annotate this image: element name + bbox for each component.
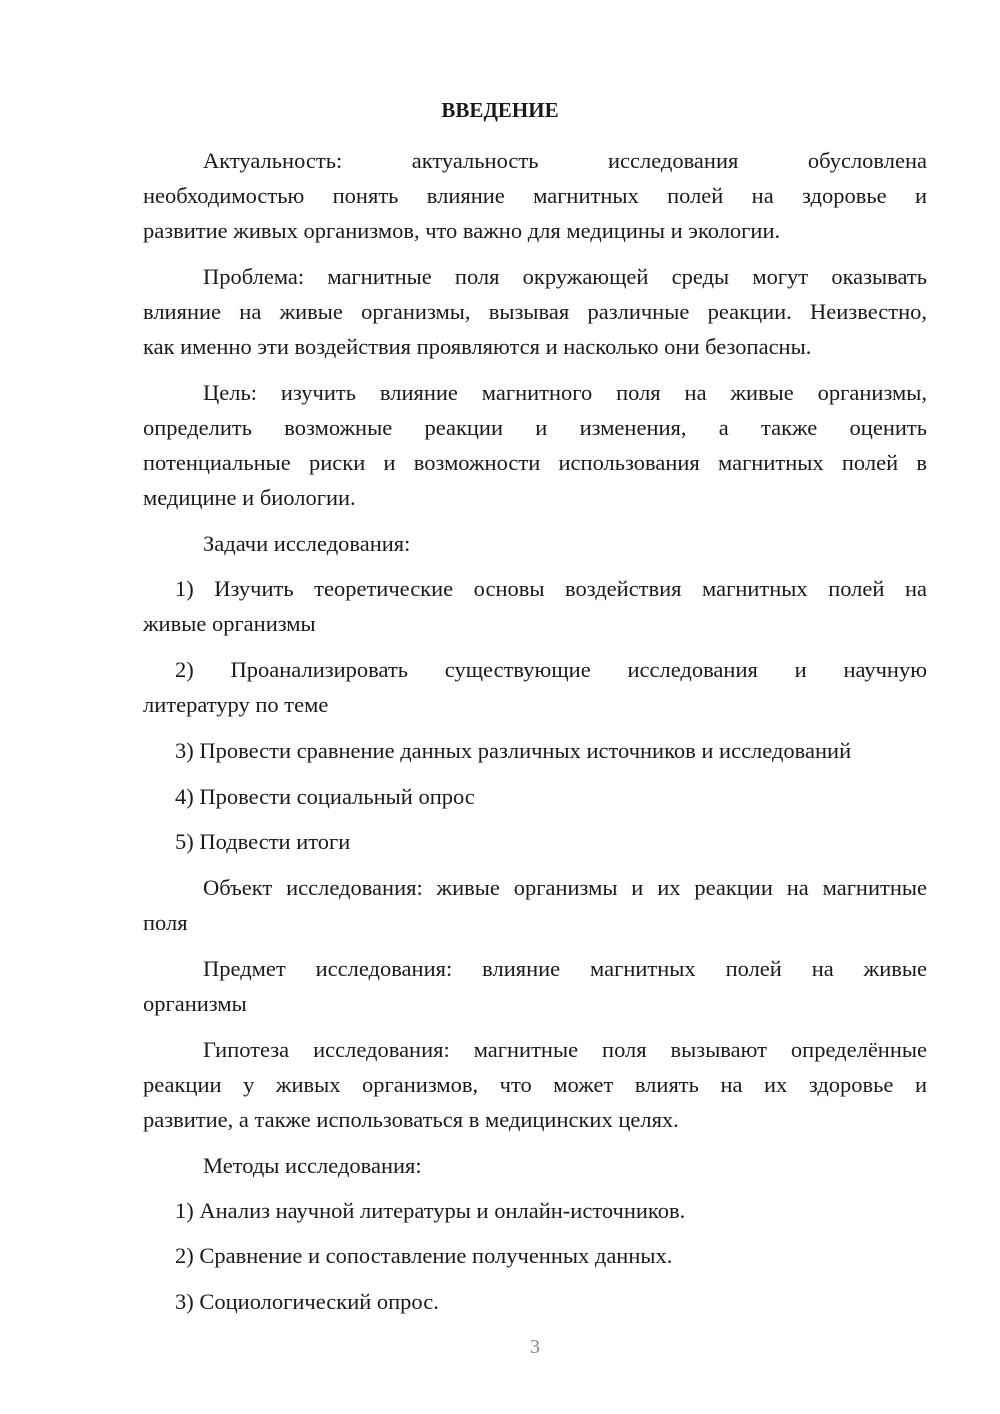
tasks-heading: Задачи исследования: [203, 531, 411, 556]
task-2-line-1: 2) Проанализировать существующие исследования и научную [175, 657, 927, 682]
goal-line-1: Цель: изучить влияние магнитного поля на живые организмы, [203, 380, 927, 405]
task-4: 4) Провести социальный опрос [175, 784, 475, 809]
problem-line-2: влияние на живые организмы, вызывая различные реакции. Неизвестно, [143, 299, 927, 324]
method-3: 3) Социологический опрос. [175, 1289, 439, 1314]
task-2-line-2: литературу по теме [143, 692, 329, 717]
subject-line-2: организмы [143, 991, 247, 1016]
section-heading: ВВЕДЕНИЕ [441, 98, 559, 122]
hypothesis-line-1: Гипотеза исследования: магнитные поля вызывают определённые [203, 1037, 927, 1062]
method-2: 2) Сравнение и сопоставление полученных данных. [175, 1243, 673, 1268]
task-3: 3) Провести сравнение данных различных источников и исследований [175, 738, 852, 763]
goal-line-2: определить возможные реакции и изменения, а также оценить [143, 415, 927, 440]
hypothesis-line-2: реакции у живых организмов, что может влиять на их здоровье и [143, 1072, 927, 1097]
relevance-line-3: развитие живых организмов, что важно для медицины и экологии. [143, 218, 781, 243]
object-line-2: поля [143, 910, 188, 935]
methods-heading: Методы исследования: [203, 1153, 422, 1178]
method-1: 1) Анализ научной литературы и онлайн-источников. [175, 1198, 686, 1223]
goal-line-3: потенциальные риски и возможности использования магнитных полей в [143, 450, 927, 475]
relevance-line-1: Актуальность: актуальность исследования обусловлена [203, 148, 927, 173]
task-5: 5) Подвести итоги [175, 829, 351, 854]
object-line-1: Объект исследования: живые организмы и их реакции на магнитные [203, 875, 927, 900]
task-1-line-2: живые организмы [143, 611, 316, 636]
goal-line-4: медицине и биологии. [143, 485, 356, 510]
page-number: 3 [530, 1336, 540, 1358]
problem-line-3: как именно эти воздействия проявляются и насколько они безопасны. [143, 334, 812, 359]
task-1-line-1: 1) Изучить теоретические основы воздействия магнитных полей на [175, 576, 927, 601]
relevance-line-2: необходимостью понять влияние магнитных полей на здоровье и [143, 183, 927, 208]
problem-line-1: Проблема: магнитные поля окружающей среды могут оказывать [203, 264, 927, 289]
subject-line-1: Предмет исследования: влияние магнитных полей на живые [203, 956, 927, 981]
hypothesis-line-3: развитие, а также использоваться в медицинских целях. [143, 1107, 679, 1132]
